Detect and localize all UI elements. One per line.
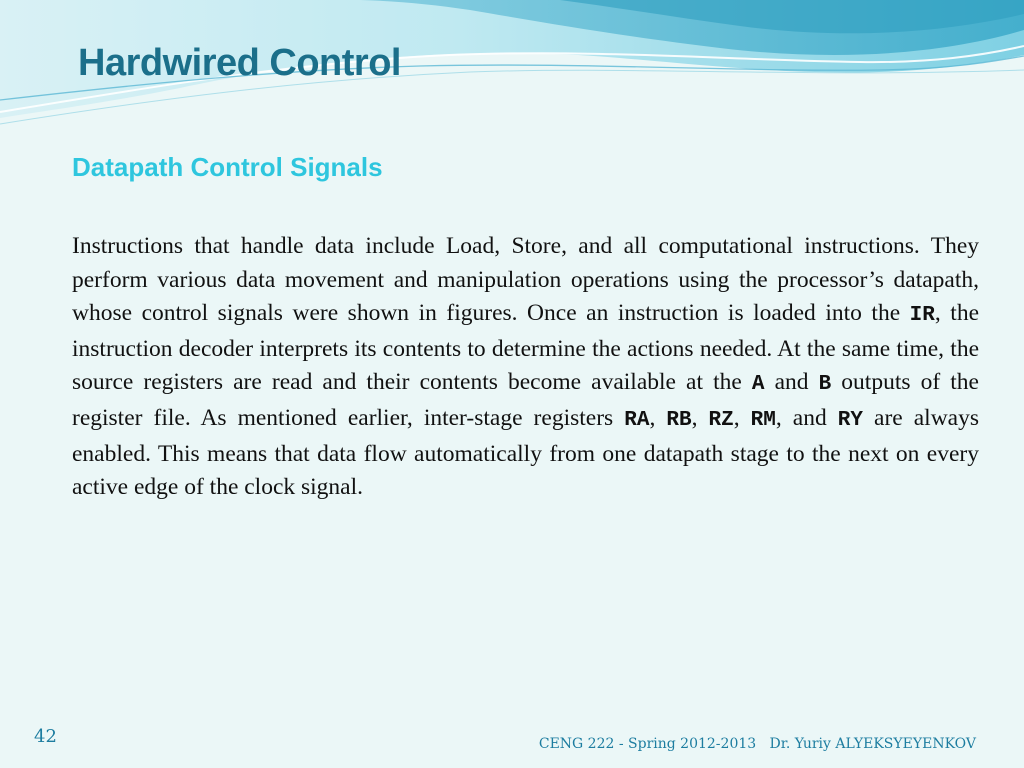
page-number: 42 [34, 726, 57, 747]
register-name: RB [666, 408, 692, 432]
register-name: RZ [708, 408, 734, 432]
paragraph-text: Instructions that handle data include Load, Store, and all computational instructions. They perform various data movement and manipulation operations using the processor’s datapath, whose control signals were shown in figures. Once an instruction is loaded into the [72, 233, 979, 327]
slide-title: Hardwired Control [78, 42, 401, 84]
paragraph-text: , and [775, 404, 838, 431]
paragraph-text: , [733, 404, 751, 431]
register-name: RA [624, 408, 650, 432]
footer-text: CENG 222 - Spring 2012-2013 Dr. Yuriy ALYEKSYEYENKOV [538, 736, 976, 752]
paragraph-text: , the instruction decoder interprets its contents to determine the actions needed. At the same time, the source registers are read and their contents become available at the [72, 300, 979, 396]
paragraph-text: outputs of the register file. As mentioned earlier, inter-stage registers [72, 369, 979, 431]
paragraph-text: , [649, 404, 667, 431]
register-name: RY [837, 408, 863, 432]
slide-subtitle: Datapath Control Signals [72, 152, 383, 182]
register-name: A [751, 373, 765, 397]
register-name: RM [750, 408, 776, 432]
paragraph-text: are always enabled. This means that data flow automatically from one datapath stage to the next on every active edge of the clock signal. [72, 404, 979, 501]
paragraph-text: and [764, 369, 819, 396]
paragraph-text: , [691, 404, 709, 431]
register-name: IR [909, 304, 935, 328]
body-paragraph [72, 230, 979, 505]
register-name: B [818, 373, 832, 397]
